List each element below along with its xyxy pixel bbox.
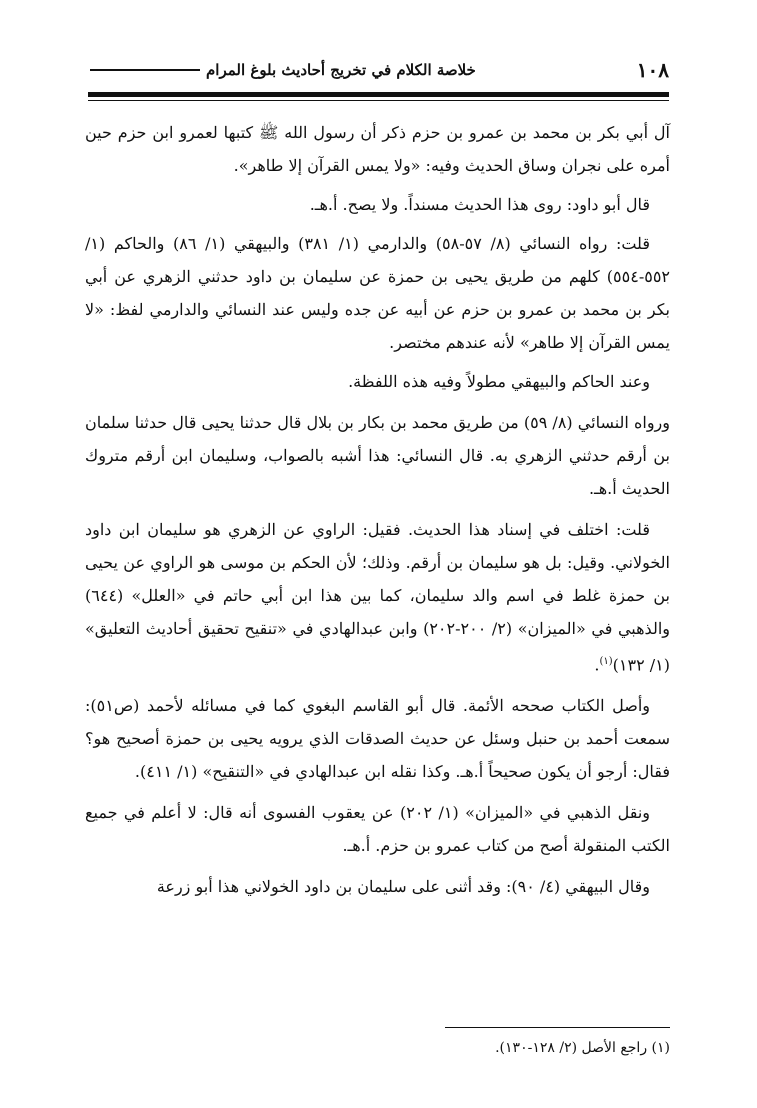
paragraph: وعند الحاكم والبيهقي مطولاً وفيه هذه اللفظة. <box>348 372 650 391</box>
paragraph: ورواه النسائي (٨/ ٥٩) من طريق محمد بن بكار بن بلال قال حدثنا يحيى قال حدثنا سلمان بن أرقم حدثني الزهري به. قال النسائي: هذا أشبه بالصواب، وسليمان ابن أرقم متروك الحديث أ.هـ. <box>85 413 671 498</box>
header-rule-thick <box>88 92 669 97</box>
header-rule-thin <box>88 100 669 101</box>
footnote: (١) راجع الأصل (٢/ ١٢٨-١٣٠). <box>495 1040 670 1056</box>
paragraph <box>85 513 670 681</box>
page-number: ١٠٨ <box>636 58 669 82</box>
main-text <box>85 116 670 909</box>
paragraph: وأصل الكتاب صححه الأئمة. قال أبو القاسم البغوي كما في مسائله لأحمد (ص٥١): سمعت أحمد بن حنبل وسئل عن حديث الصدقات الذي يرويه يحيى بن حمزة أصحيح هو؟ فقال: أرجو أن يكون صحيحاً أ.هـ. وكذا نقله ابن عبدالهادي في «التنقيح» (١/ ٤١١). <box>85 696 670 782</box>
paragraph: ونقل الذهبي في «الميزان» (١/ ٢٠٢) عن يعقوب الفسوى أنه قال: لا أعلم في جميع الكتب المنقولة أصح من كتاب عمرو بن حزم. أ.هـ. <box>85 803 670 856</box>
title-dash-divider <box>90 69 200 71</box>
paragraph: وقال البيهقي (٤/ ٩٠): وقد أثنى على سليمان بن داود الخولاني هذا أبو زرعة <box>156 877 650 897</box>
paragraph: آل أبي بكر بن محمد بن عمرو بن حزم ذكر أن رسول الله ﷺ كتبها لعمرو ابن حزم حين أمره على نجران وساق الحديث وفيه: «ولا يمس القرآن إلا طاهر». <box>85 123 670 175</box>
paragraph: قال أبو داود: روى هذا الحديث مسنداً. ولا يصح. أ.هـ. <box>309 195 650 214</box>
paragraph-end: . <box>594 655 600 675</box>
page-header <box>90 50 669 90</box>
footnote-divider <box>445 1027 670 1028</box>
running-title-text: خلاصة الكلام في تخريج أحاديث بلوغ المرام <box>206 61 476 79</box>
paragraph: قلت: رواه النسائي (٨/ ٥٧-٥٨) والدارمي (١/ ٣٨١) والبيهقي (١/ ٨٦) والحاكم (١/ ٥٥٢-٥٥٤) كلهم من طريق يحيى بن حمزة عن سليمان بن داود حدثني الزهري عن أبي بكر بن محمد بن عمرو بن حزم عن أبيه عن جده وليس عند النسائي والدارمي لفظ: «لا يمس القرآن إلا طاهر» لأنه عندهم مختصر. <box>85 234 670 352</box>
footnote-marker: (١) <box>599 656 613 667</box>
running-title <box>90 61 476 79</box>
paragraph-text: قلت: اختلف في إسناد هذا الحديث. فقيل: الراوي عن الزهري هو سليمان ابن داود الخولاني. وقيل: بل هو سليمان بن أرقم. وذلك؛ لأن الحكم بن موسى هو الراوي عن يحيى بن حمزة غلط في اسم والد سليمان، كما بين هذا ابن أبي حاتم في «العلل» (٦٤٤) والذهبي في «الميزان» (٢/ ٢٠٠-٢٠٢) وابن عبدالهادي في «تنقيح تحقيق أحاديث التعليق» (١/ ١٣٢) <box>85 520 671 675</box>
